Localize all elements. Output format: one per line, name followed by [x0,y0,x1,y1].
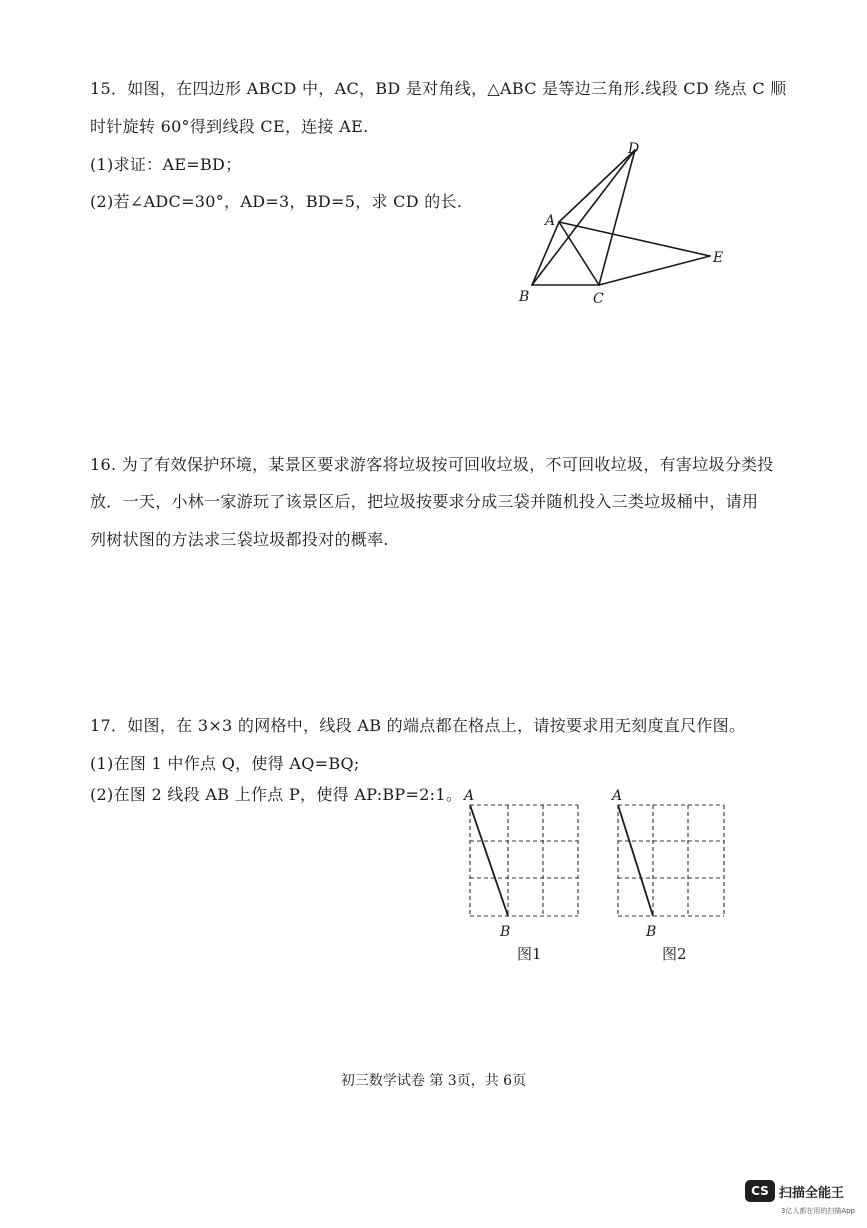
segment-AB-fig2 [618,805,653,916]
scanner-tagline: 3亿人都在用的扫描App [780,1207,855,1215]
fig1-label-A: A [464,788,475,804]
fig1-label-B: B [500,924,511,940]
q16-stem-line2: 放．一天，小林一家游玩了该景区后，把垃圾按要求分成三袋并随机投入三类垃圾桶中，请用 [90,492,759,511]
fig2-label-B: B [646,924,657,940]
q16-stem-line3: 列树状图的方法求三袋垃圾都投对的概率. [90,530,389,549]
q15-figure-lines [532,150,710,285]
scanner-watermark [745,1180,855,1220]
segment-CE [599,256,710,285]
q15-label-C: C [593,291,604,307]
q15-part1: (1)求证：AE=BD； [90,155,242,174]
q17-stem: 17．如图，在 3×3 的网格中，线段 AB 的端点都在格点上，请按要求用无刻度直尺作图。 [90,716,746,735]
segment-AD [559,150,635,222]
page-footer: 初三数学试卷 第 3页，共 6页 [340,1073,527,1089]
grid-lines [618,805,724,916]
q15-label-D: D [628,141,640,157]
q15-part2: (2)若∠ADC=30°，AD=3，BD=5，求 CD 的长. [90,192,463,211]
q15-label-B: B [519,289,530,305]
segment-AB [532,222,559,285]
segment-AE [559,222,710,256]
scanner-logo-icon: CS [745,1180,775,1202]
q15-figure [505,135,745,315]
segment-CD [599,150,635,285]
q16-stem-line1: 16. 为了有效保护环境，某景区要求游客将垃圾按可回收垃圾，不可回收垃圾，有害垃圾分类投 [90,455,774,474]
q17-part1: (1)在图 1 中作点 Q，使得 AQ=BQ; [90,754,360,773]
segment-AC [559,222,599,285]
segment-AB-fig1 [470,805,508,916]
fig1-caption: 图1 [517,945,542,963]
q17-part2: (2)在图 2 线段 AB 上作点 P，使得 AP:BP=2:1。 [90,785,463,804]
q15-label-A: A [545,213,556,229]
fig2-caption: 图2 [662,945,687,963]
scanner-app-name: 扫描全能王 [779,1186,845,1201]
fig2-label-A: A [612,788,623,804]
grid-lines [470,805,578,916]
q15-label-E: E [713,250,724,266]
q15-stem-line2: 时针旋转 60°得到线段 CE，连接 AE. [90,117,369,136]
q15-stem-line1: 15．如图，在四边形 ABCD 中，AC，BD 是对角线，△ABC 是等边三角形.线段 CD 绕点 C 顺 [90,79,787,98]
q17-figure2 [606,785,736,945]
q17-figure1 [458,785,588,945]
